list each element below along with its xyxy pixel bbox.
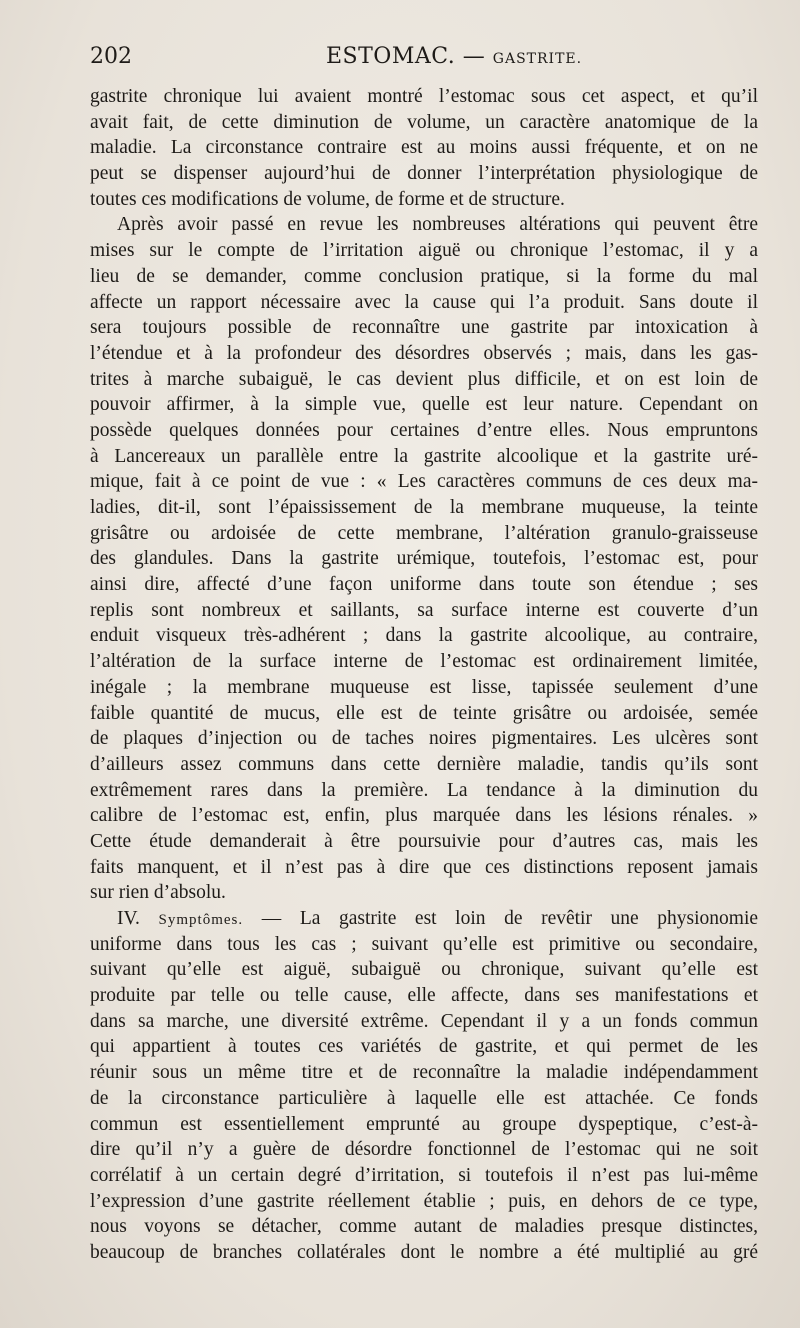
text-line: l’étendue et à la profondeur des désordres observés ; mais, dans les gas- [90,342,758,364]
text-line: lieu de se demander, comme conclusion pratique, si la forme du mal [90,265,758,287]
text-line: dans sa marche, une diversité extrême. Cependant il y a un fonds commun [90,1010,758,1032]
text-line: sera toujours possible de reconnaître une gastrite par intoxication à [90,317,758,339]
text-line: d’ailleurs assez communs dans cette dernière maladie, tandis qu’ils sont [90,753,758,775]
section-title: Symptômes. [158,912,244,928]
text-line: extrêmement rares dans la première. La tendance à la diminution du [90,779,758,801]
text-line: suivant qu’elle est aiguë, subaiguë ou chronique, suivant qu’elle est [90,959,758,981]
text-line: trites à marche subaiguë, le cas devient plus difficile, et on est loin de [90,368,758,390]
text-line: Cette étude demanderait à être poursuivie pour d’autres cas, mais les [90,830,758,852]
text-line: sur rien d’absolu. [90,882,226,904]
text-line: avait fait, de cette diminution de volume, un caractère anatomique de la [90,111,758,133]
text-line: nous voyons se détacher, comme autant de maladies presque distinctes, [90,1216,758,1238]
text-line: produite par telle ou telle cause, elle affecte, dans ses manifestations et [90,985,758,1007]
body-text [90,84,758,1266]
page-number: 202 [90,44,132,69]
section-number: IV. [117,908,140,929]
text-line: commun est essentiellement emprunté au groupe dyspeptique, c’est-à- [90,1113,758,1135]
text-line: Après avoir passé en revue les nombreuses altérations qui peuvent être [117,214,758,236]
text-line: qui appartient à toutes ces variétés de gastrite, et qui permet de les [90,1036,758,1058]
text-line: pouvoir affirmer, à la simple vue, quelle est leur nature. Cependant on [90,394,758,416]
text-line: uniforme dans tous les cas ; suivant qu’elle est primitive ou secondaire, [90,933,758,955]
text-line: l’expression d’une gastrite réellement établie ; puis, en dehors de ce type, [90,1190,758,1212]
section-dash: — [261,908,282,929]
text-line: affecte un rapport nécessaire avec la cause qui l’a produit. Sans doute il [90,291,758,313]
text-line: de la circonstance particulière à laquelle elle est attachée. Ce fonds [90,1087,758,1109]
text-line: enduit visqueux très-adhérent ; dans la gastrite alcoolique, au contraire, [90,625,758,647]
section-heading-line [90,906,758,932]
text-line: inégale ; la membrane muqueuse est lisse, tapissée seulement d’une [90,676,758,698]
text-line: gastrite chronique lui avaient montré l’estomac sous cet aspect, et qu’il [90,86,758,107]
text-line: réunir sous un même titre et de reconnaître la maladie indépendamment [90,1062,758,1084]
text-line: dire qu’il n’y a guère de désordre fonctionnel de l’estomac qui ne soit [90,1139,758,1161]
text-line: faible quantité de mucus, elle est de teinte grisâtre ou ardoisée, semée [90,702,758,724]
text-line: des glandules. Dans la gastrite urémique, toutefois, l’estomac est, pour [90,548,758,570]
text-line: replis sont nombreux et saillants, sa surface interne est couverte d’un [90,599,758,621]
text-line: de plaques d’injection ou de taches noires pigmentaires. Les ulcères sont [90,728,758,750]
text-line: mises sur le compte de l’irritation aiguë ou chronique l’estomac, il y a [90,240,758,262]
text-line: mique, fait à ce point de vue : « Les caractères communs de ces deux ma- [90,471,758,493]
text-line: grisâtre ou ardoisée de cette membrane, l’altération granulo-graisseuse [90,522,758,544]
text-line: l’altération de la surface interne de l’estomac est ordinairement limitée, [90,651,758,673]
text-line: faits manquent, et il n’est pas à dire que ces distinctions reposent jamais [90,856,758,878]
text-line: corrélatif à un certain degré d’irritation, si toutefois il n’est pas lui-même [90,1164,758,1186]
text-line: toutes ces modifications de volume, de forme et de structure. [90,188,565,210]
running-title [326,44,582,69]
text-line: ladies, dit-il, sont l’épaississement de la membrane muqueuse, la teinte [90,497,758,518]
text-line: possède quelques données pour certaines d’entre elles. Nous empruntons [90,419,758,441]
text-line: calibre de l’estomac est, enfin, plus marquée dans les lésions rénales. » [90,805,758,827]
text-line: peut se dispenser aujourd’hui de donner l’interprétation physiologique de [90,163,758,185]
text-line: maladie. La circonstance contraire est au moins aussi fréquente, et on ne [90,137,758,159]
text-line: beaucoup de branches collatérales dont le nombre a été multiplié au gré [90,1241,758,1263]
text-line: ainsi dire, affecté d’une façon uniforme dans toute son étendue ; ses [90,574,758,596]
running-title-main: ESTOMAC. — [326,44,486,69]
text-line: à Lancereaux un parallèle entre la gastrite alcoolique et la gastrite uré- [90,445,758,467]
running-title-sub: GASTRITE. [492,51,583,67]
page-header [90,44,752,76]
section-first-text: La gastrite est loin de revêtir une physionomie [299,908,759,929]
